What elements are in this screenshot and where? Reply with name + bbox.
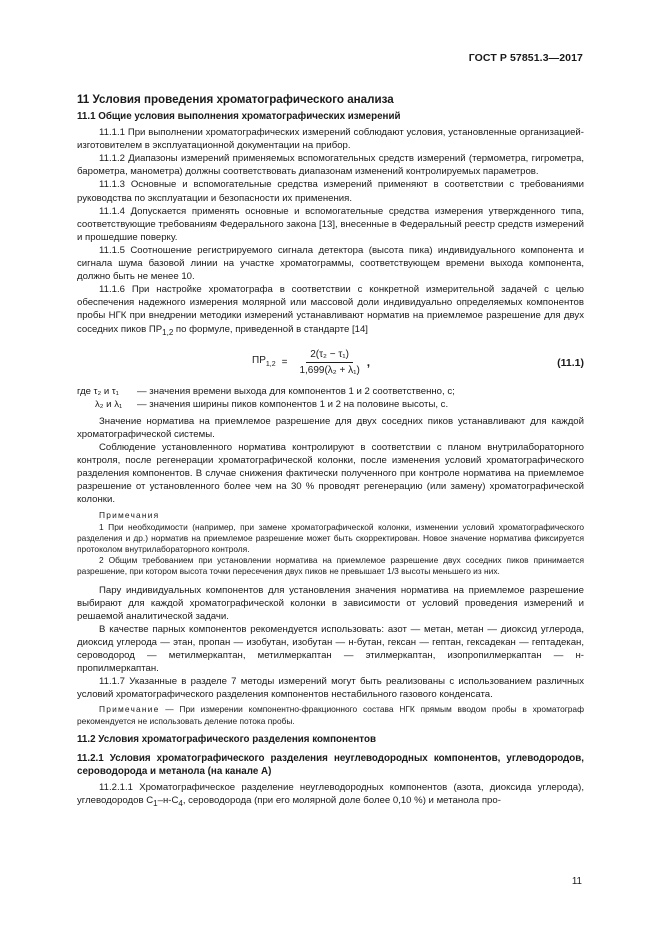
formula-lhs-subscript: 1,2 (265, 360, 276, 368)
legend-symbols-lambda: λ₂ и λ₁ (95, 398, 123, 410)
paragraph-11-1-6 (77, 283, 584, 338)
note-flow-split (77, 704, 584, 726)
paragraph-norm-control: Соблюдение установленного норматива контролируют в соответствии с планом внутрилабораторного контроля, после регенерации хроматографической колонки, после изменения условий хроматографического разделения компонентов. В случае снижения фактически полученного при контроле норматива на приемлемое разрешение от установленного более чем на 30 % проводят регенерацию (или замену) хроматографической колонки. (77, 441, 584, 506)
formula-legend (77, 385, 584, 411)
formula-number: (11.1) (557, 356, 584, 369)
formula-denominator: 1,699(λ₂ + λ₁) (299, 364, 360, 376)
formula-body (252, 348, 370, 377)
paragraph-11-1-1: 11.1.1 При выполнении хроматографических измерений соблюдают условия, установленные организацией-изготовителем в эксплуатационной документации на прибор. (77, 127, 584, 152)
page-content (77, 92, 584, 810)
subsection-title-11-1: 11.1 Общие условия выполнения хроматографических измерений (77, 111, 401, 122)
formula-fraction (295, 348, 363, 377)
legend-row-tau (77, 385, 584, 398)
note-2: 2 Общим требованием при установлении норматива на приемлемое разрешение двух соседних пиков принимается разрешение, при котором высота точки пересечения двух пиков не превышает 1/3 высоты меньшего из них. (77, 555, 584, 577)
paragraph-pair-selection: Пару индивидуальных компонентов для установления значения норматива на приемлемое разрешение выбирают для каждой хроматографической колонки в зависимости от условий проведения измерений и решаемой аналитической задачи. (77, 584, 584, 622)
formula-comma: , (366, 354, 371, 369)
subsection-title-11-2-1: 11.2.1 Условия хроматографического разделения неуглеводородных компонентов, углеводородов, сероводорода и метанола (на канале А) (77, 752, 584, 777)
note-1: 1 При необходимости (например, при замене хроматографической колонки, изменении условий хроматографического разделения и др.) норматив на приемлемое разрешение может быть скорректирован. Новое значение норматива фиксируется протоколом внутрилабораторного контроля. (77, 521, 584, 554)
legend-text-tau: — значения времени выхода для компонентов 1 и 2 соответственно, с; (137, 385, 455, 397)
notes-block (77, 510, 584, 577)
paragraph-11-1-7: 11.1.7 Указанные в разделе 7 методы измерений могут быть реализованы с использованием различных условий хроматографического разделения компонентов нестабильного газового конденсата. (77, 676, 584, 701)
paragraph-11-1-6-text: 11.1.6 При настройке хроматографа в соответствии с конкретной измерительной задачей с целью обеспечения надежного измерения молярной или массовой доли индивидуально определяемых компонентов пробы НГК при внедрении методики измерений устанавливают норматив на приемлемое разрешение для двух соседних пиков ПР (77, 284, 584, 335)
paragraph-11-1-5: 11.1.5 Соотношение регистрируемого сигнала детектора (высота пика) индивидуального компонента и сигнала шума базовой линии на участке хроматограммы, соответствующем времени выхода компонента, должно быть не менее 10. (77, 244, 584, 283)
paragraph-11-1-2: 11.1.2 Диапазоны измерений применяемых вспомогательных средств измерений (термометра, гигрометра, барометра, манометра) должны соответствовать диапазонам изменений контролируемых параметров. (77, 153, 584, 178)
legend-row-lambda (77, 398, 584, 411)
paragraph-11-2-1-1-text: 11.2.1.1 Хроматографическое разделение неуглеводородных компонентов (азота, диоксида углерода), углеводородов С (77, 782, 584, 807)
paragraph-pair-list: В качестве парных компонентов рекомендуется использовать: азот — метан, метан — диоксид углерода, диоксид углерода — этан, пропан — изобутан, изобутан — н-бутан, гексан — гептан, гексадекан — гептадекан, сероводород — метилмеркаптан, метилмеркаптан — этилмеркаптан, изопропилмеркаптан — н-пропилмеркаптан. (77, 623, 584, 675)
paragraph-11-1-3: 11.1.3 Основные и вспомогательные средства измерений применяют в соответствии с требованиями руководства по эксплуатации и безопасности их применения. (77, 179, 584, 204)
paragraph-11-2-1-1-sub1: 1 (153, 799, 158, 809)
paragraph-11-2-1-1-sub2: 4 (178, 799, 183, 809)
paragraph-norm-value: Значение норматива на приемлемое разрешение для двух соседних пиков устанавливают для каждой хроматографической системы. (77, 415, 584, 440)
paragraph-11-2-1-1-tail: , сероводорода (при его молярной доле более 0,10 %) и метанола про- (182, 795, 501, 807)
subsection-title-11-2: 11.2 Условия хроматографического разделения компонентов (77, 733, 376, 745)
formula-lhs (252, 354, 276, 371)
legend-text-lambda: — значения ширины пиков компонентов 1 и 2 на половине высоты, с. (137, 398, 449, 410)
paragraph-11-1-6-subscript: 1,2 (162, 327, 174, 337)
paragraph-11-1-4: 11.1.4 Допускается применять основные и вспомогательные средства измерения утвержденного типа, соответствующие требованиям Федерального закона [13], внесенные в Федеральный реестр средств измерений и прошедшие поверку. (77, 205, 584, 243)
formula-11-1 (77, 344, 584, 382)
notes-title: Примечания (99, 510, 160, 521)
paragraph-11-2-1-1 (77, 781, 584, 810)
legend-symbols-tau: где τ₂ и τ₁ (77, 385, 119, 397)
formula-numerator: 2(τ₂ − τ₁) (306, 348, 353, 363)
page-number: 11 (571, 876, 582, 887)
paragraph-11-2-1-1-mid: –н-С (157, 795, 179, 807)
note-label: Примечание (99, 704, 160, 715)
section-title: 11 Условия проведения хроматографического анализа (77, 93, 394, 106)
note-text: — При измерении компонентно-фракционного состава НГК прямым вводом пробы в хроматограф рекомендуется не использовать деление потока пробы. (77, 704, 584, 726)
formula-equals-sign: = (281, 356, 288, 368)
standard-code: ГОСТ Р 57851.3—2017 (468, 52, 583, 64)
formula-lhs-symbol: ПР (252, 354, 266, 366)
paragraph-11-1-6-tail: по формуле, приведенной в стандарте [14] (173, 323, 368, 335)
